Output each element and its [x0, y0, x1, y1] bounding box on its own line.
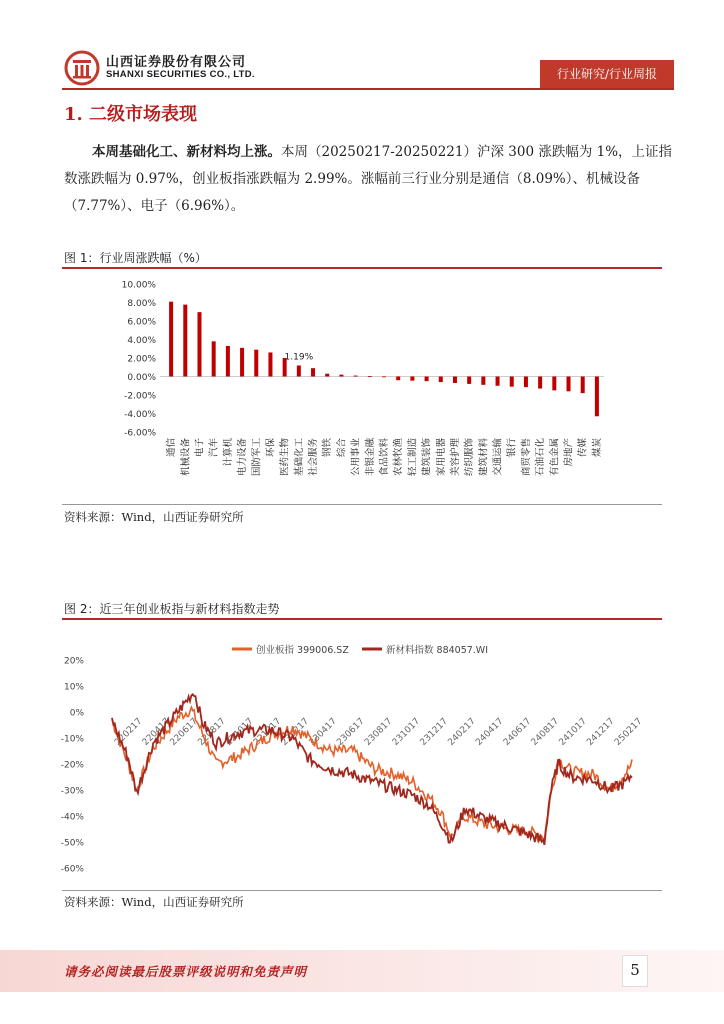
summary-paragraph — [64, 139, 676, 220]
page-number: 5 — [630, 961, 640, 979]
footer-disclaimer: 请务必阅读最后股票评级说明和免责声明 — [64, 964, 308, 979]
y-tick-label: 8.00% — [127, 299, 156, 309]
y-tick-label: 10% — [63, 682, 84, 693]
bar — [538, 377, 542, 389]
y-tick-label: 4.00% — [127, 336, 156, 346]
x-tick-label: 家用电器 — [435, 438, 447, 477]
x-tick-label: 240817 — [529, 716, 562, 748]
x-tick-label: 230417 — [307, 716, 339, 748]
bar — [339, 375, 343, 377]
x-tick-label: 医药生物 — [279, 438, 291, 477]
x-tick-label: 建筑材料 — [478, 438, 490, 477]
y-tick-label: 20% — [63, 656, 84, 667]
bar — [240, 348, 244, 377]
legend-label: 新材料指数 884057.WI — [386, 645, 488, 656]
y-tick-label: -2.00% — [124, 391, 156, 402]
header-rule — [62, 88, 674, 90]
x-tick-label: 电子 — [194, 438, 206, 458]
x-tick-label: 煤炭 — [591, 438, 603, 458]
bar — [382, 377, 386, 378]
x-tick-label: 轻工制造 — [407, 438, 419, 477]
bar — [368, 376, 372, 377]
bar — [325, 374, 329, 377]
bar — [396, 377, 400, 381]
x-tick-label: 240617 — [501, 716, 534, 748]
x-tick-label: 电力设备 — [237, 438, 249, 477]
bar — [481, 377, 485, 385]
x-tick-label: 银行 — [506, 438, 518, 458]
y-tick-label: -4.00% — [124, 410, 156, 420]
y-tick-label: -60% — [60, 864, 84, 875]
bar — [410, 377, 414, 381]
x-tick-label: 汽车 — [208, 438, 220, 458]
x-tick-label: 250217 — [613, 716, 645, 748]
figure2-title-rule — [62, 618, 662, 620]
company-logo — [64, 50, 100, 86]
y-tick-label: 6.00% — [127, 317, 156, 328]
paragraph-body: 本周（20250217-20250221）沪深 300 涨跌幅为 1%，上证指数涨跌幅为 0.97%，创业板指涨跌幅为 2.99%。涨幅前三行业分别是通信（8.09%）、机械设备（7.77%）、电子（6.96%）。 — [64, 144, 673, 214]
x-tick-label: 国防军工 — [251, 438, 263, 477]
x-tick-label: 231217 — [418, 716, 450, 748]
figure2-source: 资料来源：Wind，山西证券研究所 — [64, 895, 244, 909]
x-tick-label: 公用事业 — [350, 438, 362, 477]
bar — [254, 350, 258, 377]
industry-weekly-change-chart — [64, 272, 662, 502]
x-tick-label: 230217 — [279, 716, 312, 748]
y-tick-label: 0.00% — [127, 373, 156, 383]
bar — [467, 377, 471, 384]
x-tick-label: 非银金融 — [364, 438, 376, 477]
x-tick-label: 环保 — [265, 438, 277, 458]
x-tick-label: 传媒 — [577, 438, 589, 458]
bar — [453, 377, 457, 383]
figure2-title: 图 2：近三年创业板指与新材料指数走势 — [64, 602, 280, 616]
report-type-tag: 行业研究/行业周报 — [556, 67, 658, 81]
x-tick-label: 食品饮料 — [379, 438, 390, 477]
x-tick-label: 社会服务 — [308, 438, 320, 477]
bar — [268, 352, 272, 376]
bar — [581, 377, 585, 394]
section-title: 1. 二级市场表现 — [64, 104, 198, 125]
x-tick-label: 230817 — [363, 716, 395, 748]
y-tick-label: 2.00% — [127, 354, 156, 365]
bar — [183, 305, 187, 377]
x-tick-label: 220417 — [140, 716, 173, 748]
y-tick-label: -20% — [60, 760, 84, 771]
x-tick-label: 美容护理 — [449, 438, 461, 477]
x-tick-label: 230617 — [335, 716, 367, 748]
y-tick-label: -40% — [60, 812, 84, 823]
x-tick-label: 221017 — [224, 716, 256, 748]
figure1-source: 资料来源：Wind，山西证券研究所 — [64, 510, 244, 524]
legend-label: 创业板指 399006.SZ — [256, 645, 349, 656]
x-tick-label: 农林牧渔 — [393, 438, 405, 477]
bar — [510, 377, 514, 387]
x-tick-label: 交通运输 — [492, 438, 504, 477]
y-tick-label: -6.00% — [124, 428, 156, 439]
figure1-title: 图 1：行业周涨跌幅（%） — [64, 251, 207, 265]
y-tick-label: 0% — [69, 708, 84, 719]
x-tick-label: 231017 — [390, 716, 423, 748]
bar — [524, 377, 528, 388]
y-tick-label: -30% — [60, 786, 84, 797]
x-tick-label: 有色金属 — [549, 438, 561, 477]
x-tick-label: 商贸零售 — [520, 438, 532, 477]
y-tick-label: 10.00% — [121, 280, 156, 291]
figure1-title-rule — [62, 267, 662, 269]
x-tick-label: 石油石化 — [535, 438, 547, 477]
bar — [354, 376, 358, 377]
company-name-cn: 山西证券股份有限公司 — [106, 55, 247, 70]
y-tick-label: -50% — [60, 838, 84, 849]
x-tick-label: 241217 — [585, 716, 617, 748]
x-tick-label: 纺织服饰 — [464, 438, 476, 477]
x-tick-label: 房地产 — [563, 438, 575, 467]
x-tick-label: 240217 — [446, 716, 478, 748]
bar — [197, 312, 201, 376]
bar — [567, 377, 571, 392]
index-trend-chart — [60, 624, 662, 888]
x-tick-label: 220217 — [113, 716, 145, 748]
bar — [595, 377, 599, 417]
bar — [552, 377, 556, 391]
bar — [439, 377, 443, 383]
x-tick-label: 综合 — [336, 438, 348, 458]
x-tick-label: 240417 — [474, 716, 506, 748]
x-tick-label: 建筑装饰 — [421, 438, 433, 477]
paragraph-lead: 本周基础化工、新材料均上涨。 — [92, 144, 281, 160]
x-tick-label: 机械设备 — [180, 438, 192, 477]
x-tick-label: 220817 — [196, 716, 228, 748]
x-tick-label: 计算机 — [222, 438, 234, 467]
figure2-source-rule — [62, 890, 662, 891]
x-tick-label: 241017 — [557, 716, 589, 748]
bar — [226, 346, 230, 377]
company-name-en: SHANXI SECURITIES CO., LTD. — [106, 69, 255, 80]
figure1-source-rule — [62, 504, 662, 505]
bar — [169, 302, 173, 377]
y-tick-label: -10% — [60, 734, 84, 745]
x-tick-label: 220617 — [168, 716, 200, 748]
x-tick-label: 通信 — [166, 438, 178, 458]
bar — [311, 368, 315, 376]
bar — [425, 377, 429, 382]
bar — [212, 341, 216, 376]
x-tick-label: 钢铁 — [322, 438, 334, 458]
data-label: 1.19% — [284, 352, 314, 363]
bar — [496, 377, 500, 386]
bar — [297, 365, 301, 376]
x-tick-label: 基础化工 — [293, 438, 305, 477]
x-tick-label: 221217 — [251, 716, 284, 748]
